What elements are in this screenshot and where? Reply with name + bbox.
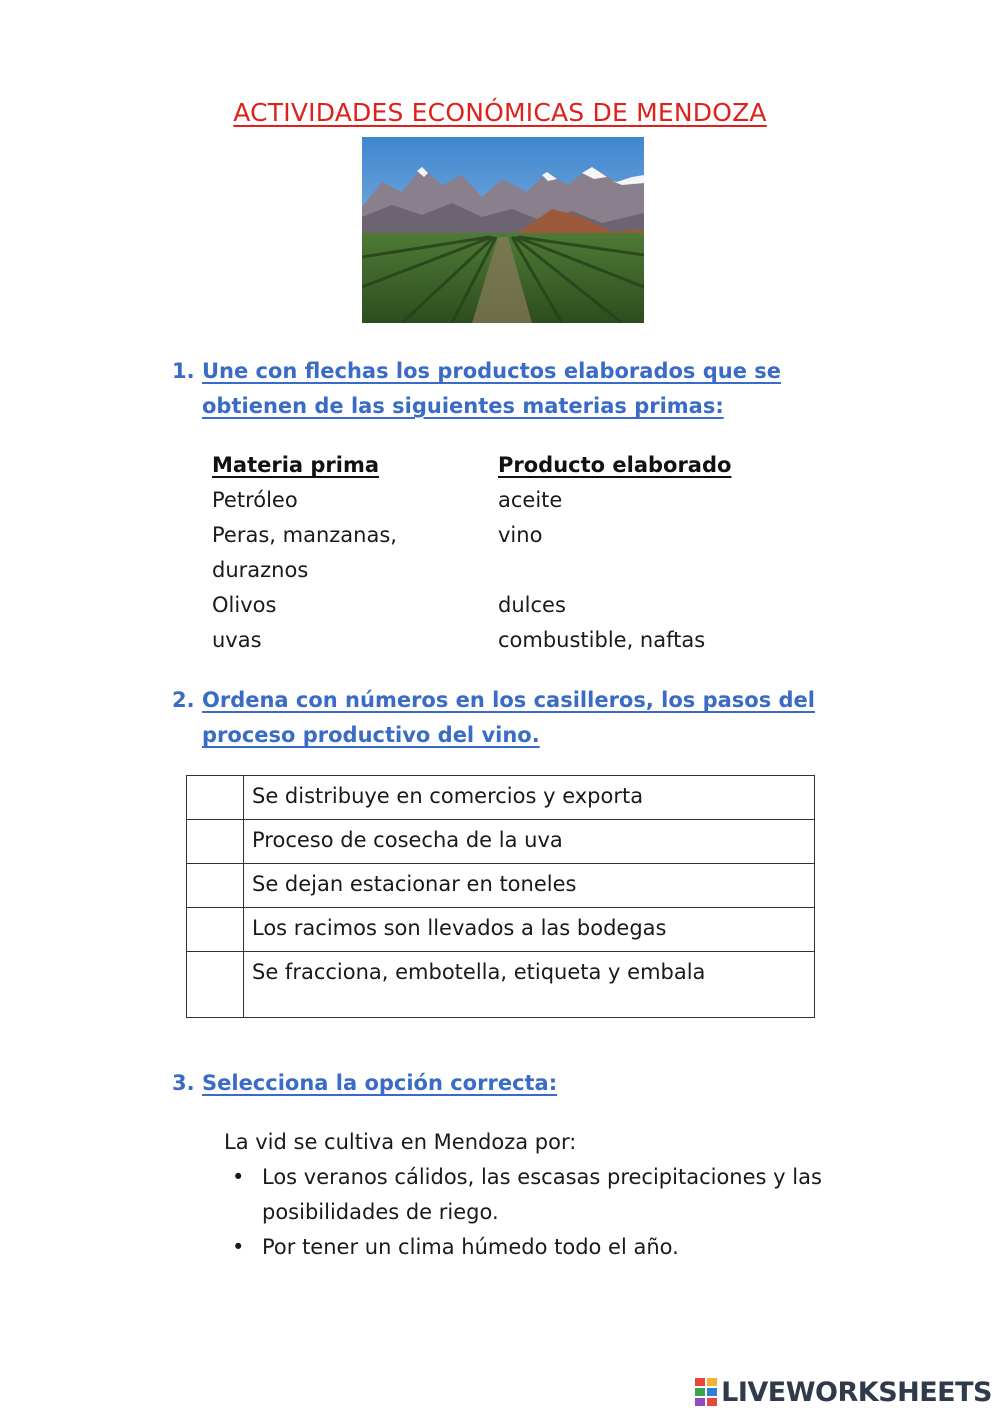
question-3-intro: La vid se cultiva en Mendoza por: bbox=[224, 1130, 577, 1154]
process-step: Se distribuye en comercios y exporta bbox=[244, 776, 815, 820]
question-1-text-line1: Une con flechas los productos elaborados que se bbox=[202, 359, 781, 383]
footer-brand bbox=[695, 1375, 992, 1409]
raw-material-item[interactable]: duraznos bbox=[212, 558, 309, 582]
answer-option-1[interactable] bbox=[232, 1160, 852, 1230]
question-1-text-line2: obtienen de las siguientes materias primas: bbox=[202, 394, 724, 418]
brand-name: LIVEWORKSHEETS bbox=[721, 1376, 992, 1408]
liveworksheets-logo-icon bbox=[695, 1378, 717, 1406]
answer-option-text: Por tener un clima húmedo todo el año. bbox=[262, 1235, 679, 1259]
process-step: Se fracciona, embotella, etiqueta y embala bbox=[244, 952, 815, 1018]
table-row bbox=[187, 952, 815, 1018]
order-number-box[interactable] bbox=[187, 820, 244, 864]
bullet-icon: • bbox=[232, 1165, 245, 1189]
raw-material-item[interactable]: Olivos bbox=[212, 593, 277, 617]
process-step: Los racimos son llevados a las bodegas bbox=[244, 908, 815, 952]
products-column bbox=[498, 448, 731, 658]
raw-material-item[interactable]: Petróleo bbox=[212, 488, 298, 512]
products-header: Producto elaborado bbox=[498, 453, 732, 477]
product-item[interactable]: aceite bbox=[498, 488, 563, 512]
bullet-icon: • bbox=[232, 1235, 245, 1259]
answer-option-text: Los veranos cálidos, las escasas precipitaciones y las bbox=[262, 1165, 822, 1189]
question-2-number: 2. bbox=[172, 688, 195, 712]
table-row bbox=[187, 908, 815, 952]
question-3-number: 3. bbox=[172, 1071, 195, 1095]
answer-option-2[interactable] bbox=[232, 1230, 852, 1265]
table-row bbox=[187, 864, 815, 908]
order-number-box[interactable] bbox=[187, 952, 244, 1018]
question-1-number: 1. bbox=[172, 359, 195, 383]
order-number-box[interactable] bbox=[187, 908, 244, 952]
answer-options bbox=[232, 1160, 852, 1265]
product-item[interactable]: combustible, naftas bbox=[498, 628, 706, 652]
question-2-text-line2: proceso productivo del vino. bbox=[202, 723, 540, 747]
order-number-box[interactable] bbox=[187, 864, 244, 908]
raw-materials-header: Materia prima bbox=[212, 453, 380, 477]
page-title: ACTIVIDADES ECONÓMICAS DE MENDOZA bbox=[233, 98, 767, 127]
process-step: Proceso de cosecha de la uva bbox=[244, 820, 815, 864]
table-row bbox=[187, 820, 815, 864]
raw-materials-column bbox=[212, 448, 397, 658]
product-item[interactable]: dulces bbox=[498, 593, 566, 617]
vineyard-mountains-photo bbox=[362, 137, 644, 323]
raw-material-item[interactable]: Peras, manzanas, bbox=[212, 523, 397, 547]
wine-process-table bbox=[186, 775, 815, 1018]
table-row bbox=[187, 776, 815, 820]
question-3-text: Selecciona la opción correcta: bbox=[202, 1071, 558, 1095]
product-item[interactable]: vino bbox=[498, 523, 543, 547]
answer-option-text: posibilidades de riego. bbox=[262, 1200, 499, 1224]
raw-material-item[interactable]: uvas bbox=[212, 628, 262, 652]
product-item-spacer bbox=[498, 553, 731, 588]
process-step: Se dejan estacionar en toneles bbox=[244, 864, 815, 908]
order-number-box[interactable] bbox=[187, 776, 244, 820]
question-2-text-line1: Ordena con números en los casilleros, los pasos del bbox=[202, 688, 815, 712]
